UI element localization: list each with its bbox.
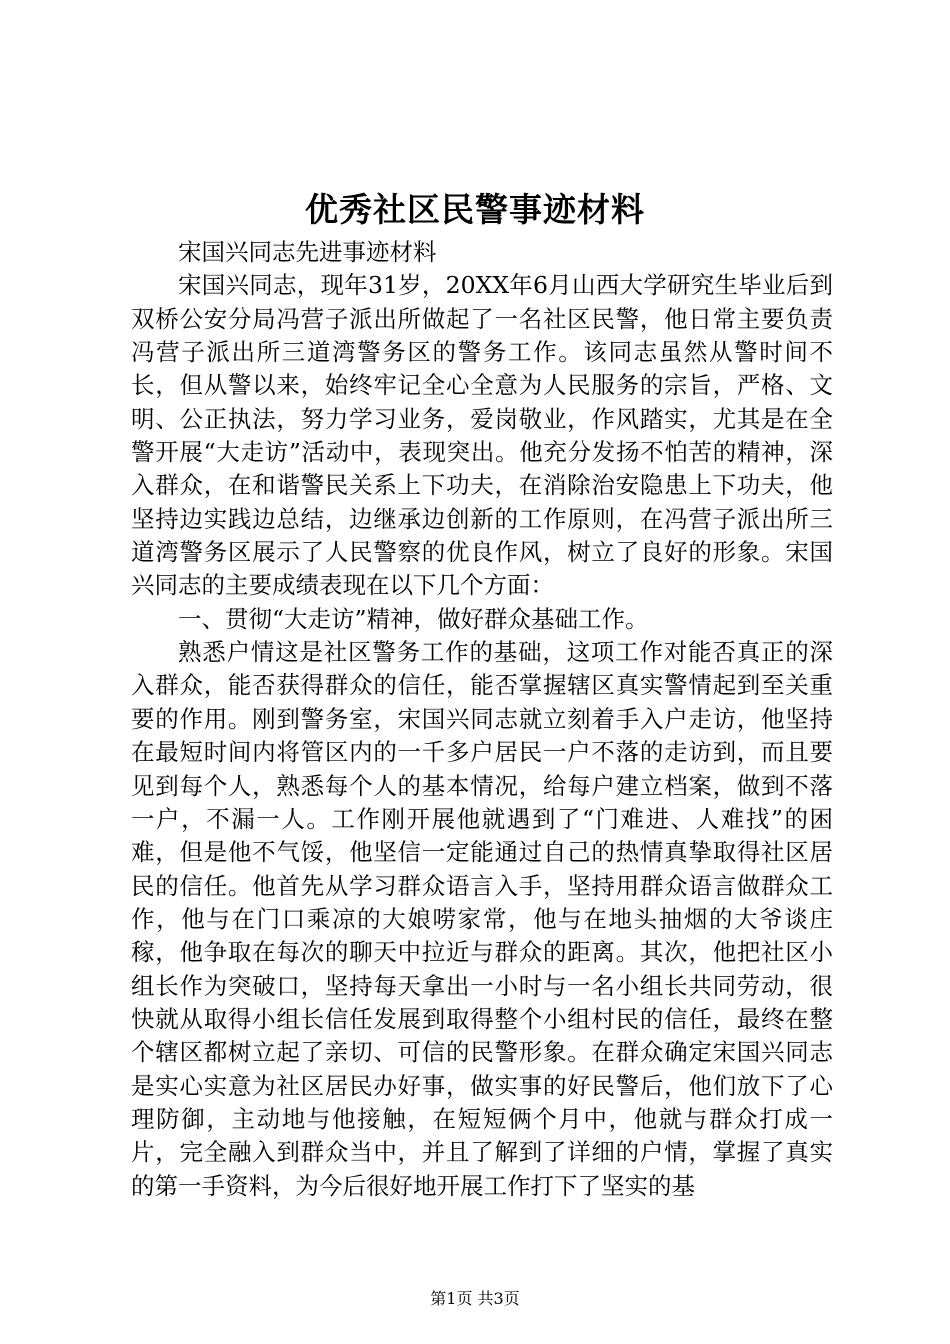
document-title: 优秀社区民警事迹材料 <box>305 190 645 229</box>
page-footer: 第1页 共3页 <box>430 1289 520 1308</box>
paragraph-subtitle: 宋国兴同志先进事迹材料 <box>178 238 437 266</box>
paragraph-section-body: 熟悉户情这是社区警务工作的基础，这项工作对能否真正的深入群众，能否获得群众的信任，能否掌握辖区真实警情起到至关重要的作用。刚到警务室，宋国兴同志就立刻着手入户走访，他坚持在最短时间内将管区内的一千多户居民一户不落的走访到，而且要见到每个人，熟悉每个人的基本情况，给每户建立档案，做到不落一户，不漏一人。工作刚开展他就遇到了“门难进、人难找”的困难，但是他不气馁，他坚信一定能通过自己的热情真挚取得社区居民的信任。他首先从学习群众语言入手，坚持用群众语言做群众工作，他与在门口乘凉的大娘唠家常，他与在地头抽烟的大爷谈庄稼，他争取在每次的聊天中拉近与群众的距离。其次，他把社区小组长作为突破口，坚持每天拿出一小时与一名小组长共同劳动，很快就从取得小组长信任发展到取得整个小组村民的信任，最终在整个辖区都树立起了亲切、可信的民警形象。在群众确定宋国兴同志是实心实意为社区居民办好事，做实事的好民警后，他们放下了心理防御，主动地与他接触，在短短俩个月中，他就与群众打成一片，完全融入到群众当中，并且了解到了详细的户情，掌握了真实的第一手资料，为今后很好地开展工作打下了坚实的基 <box>131 638 833 1200</box>
document-body <box>131 236 833 1203</box>
paragraph-intro: 宋国兴同志，现年31岁，20XX年6月山西大学研究生毕业后到双桥公安分局冯营子派出所做起了一名社区民警，他日常主要负责冯营子派出所三道湾警务区的警务工作。该同志虽然从警时间不长，但从警以来，始终牢记全心全意为人民服务的宗旨，严格、文明、公正执法，努力学习业务，爱岗敬业，作风踏实，尤其是在全警开展“大走访”活动中，表现突出。他充分发扬不怕苦的精神，深入群众，在和谐警民关系上下功夫，在消除治安隐患上下功夫，他坚持边实践边总结，边继承边创新的工作原则，在冯营子派出所三道湾警务区展示了人民警察的优良作风，树立了良好的形象。宋国兴同志的主要成绩表现在以下几个方面： <box>131 271 833 600</box>
paragraph-section-heading: 一、贯彻“大走访”精神，做好群众基础工作。 <box>178 604 649 633</box>
